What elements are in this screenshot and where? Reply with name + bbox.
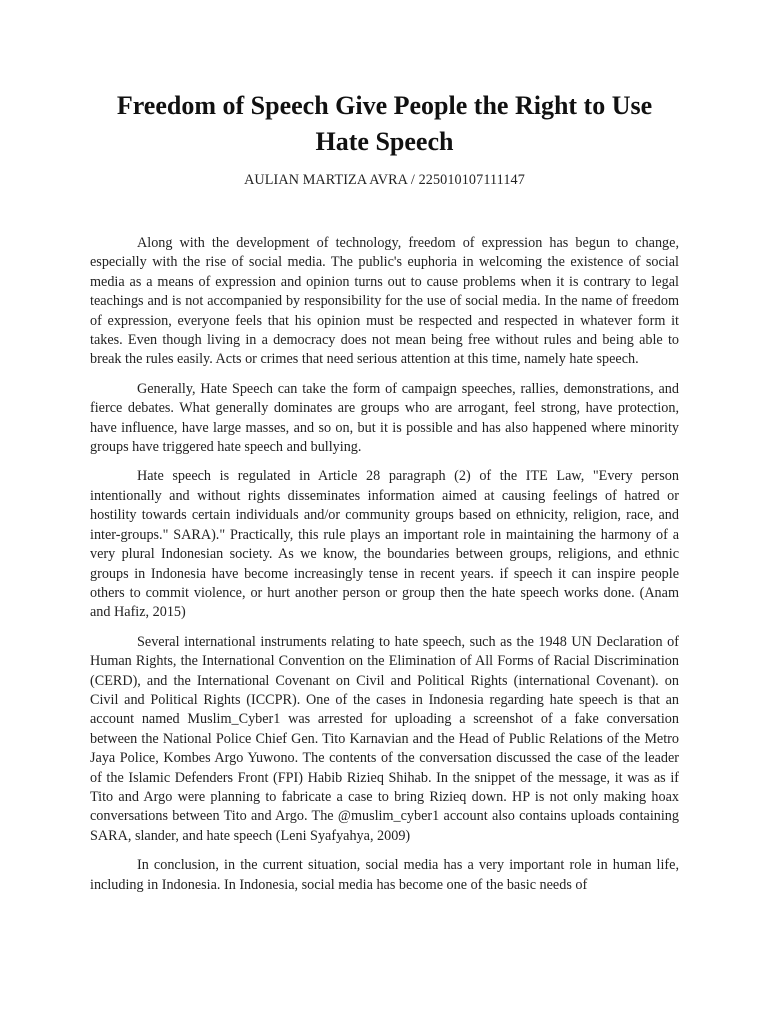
document-title: Freedom of Speech Give People the Right to Use Hate Speech (116, 91, 653, 156)
paragraph-international: Several international instruments relating to hate speech, such as the 1948 UN Declaration of Human Rights, the International Convention on the Elimination of All Forms of Racial Discrimination (CERD), and the International Covenant on Civil and Political Rights (international Covenant). on Civil and Political Rights (ICCPR). One of the cases in Indonesia regarding hate speech is that an account named Muslim_Cyber1 was arrested for uploading a screenshot of a fake conversation between the National Police Chief Gen. Tito Karnavian and the Head of Public Relations of the Metro Jaya Police, Kombes Argo Yuwono. The contents of the conversation discussed the case of the leader of the Islamic Defenders Front (FPI) Habib Rizieq Shihab. In the snippet of the message, it was as if Tito and Argo were planning to fabricate a case to bring Rizieq down. HP is not only making hoax conversations between Tito and Argo. The @muslim_cyber1 account also contains uploads containing SARA, slander, and hate speech (Leni Syafyahya, 2009) (90, 633, 679, 844)
document-page (90, 88, 679, 905)
paragraph-forms: Generally, Hate Speech can take the form of campaign speeches, rallies, demonstrations, and fierce debates. What generally dominates are groups who are arrogant, feel strong, have protection, have influence, have large masses, and so on, but it is possible and has also happened where minority groups have triggered hate speech and bullying. (90, 380, 679, 456)
paragraph-regulation: Hate speech is regulated in Article 28 paragraph (2) of the ITE Law, "Every person intentionally and without rights disseminates information aimed at causing feelings of hatred or hostility towards certain individuals and/or community groups based on ethnicity, religion, race, and inter-groups." SARA)." Practically, this rule plays an important role in maintaining the harmony of a very plural Indonesian society. As we know, the boundaries between groups, religions, and ethnic groups in Indonesia have become increasingly tense in recent years. if speech it can inspire people others to commit violence, or hurt another person or group then the hate speech works done. (Anam and Hafiz, 2015) (90, 468, 679, 621)
paragraph-intro: Along with the development of technology, freedom of expression has begun to change, especially with the rise of social media. The public's euphoria in welcoming the existence of social media as a means of expression and opinion turns out to cause problems when it is contrary to legal teachings and is not accompanied by responsibility for the use of social media. In the name of freedom of expression, everyone feels that his opinion must be respected and respected in whatever form it takes. Even though living in a democracy does not mean being free without rules and being able to break the rules easily. Acts or crimes that need serious attention at this time, namely hate speech. (90, 235, 679, 368)
paragraph-conclusion: In conclusion, in the current situation, social media has a very important role in human life, including in Indonesia. In Indonesia, social media has become one of the basic needs of (90, 857, 679, 893)
document-body (90, 234, 679, 895)
author-line: AULIAN MARTIZA AVRA / 225010107111147 (244, 172, 525, 188)
